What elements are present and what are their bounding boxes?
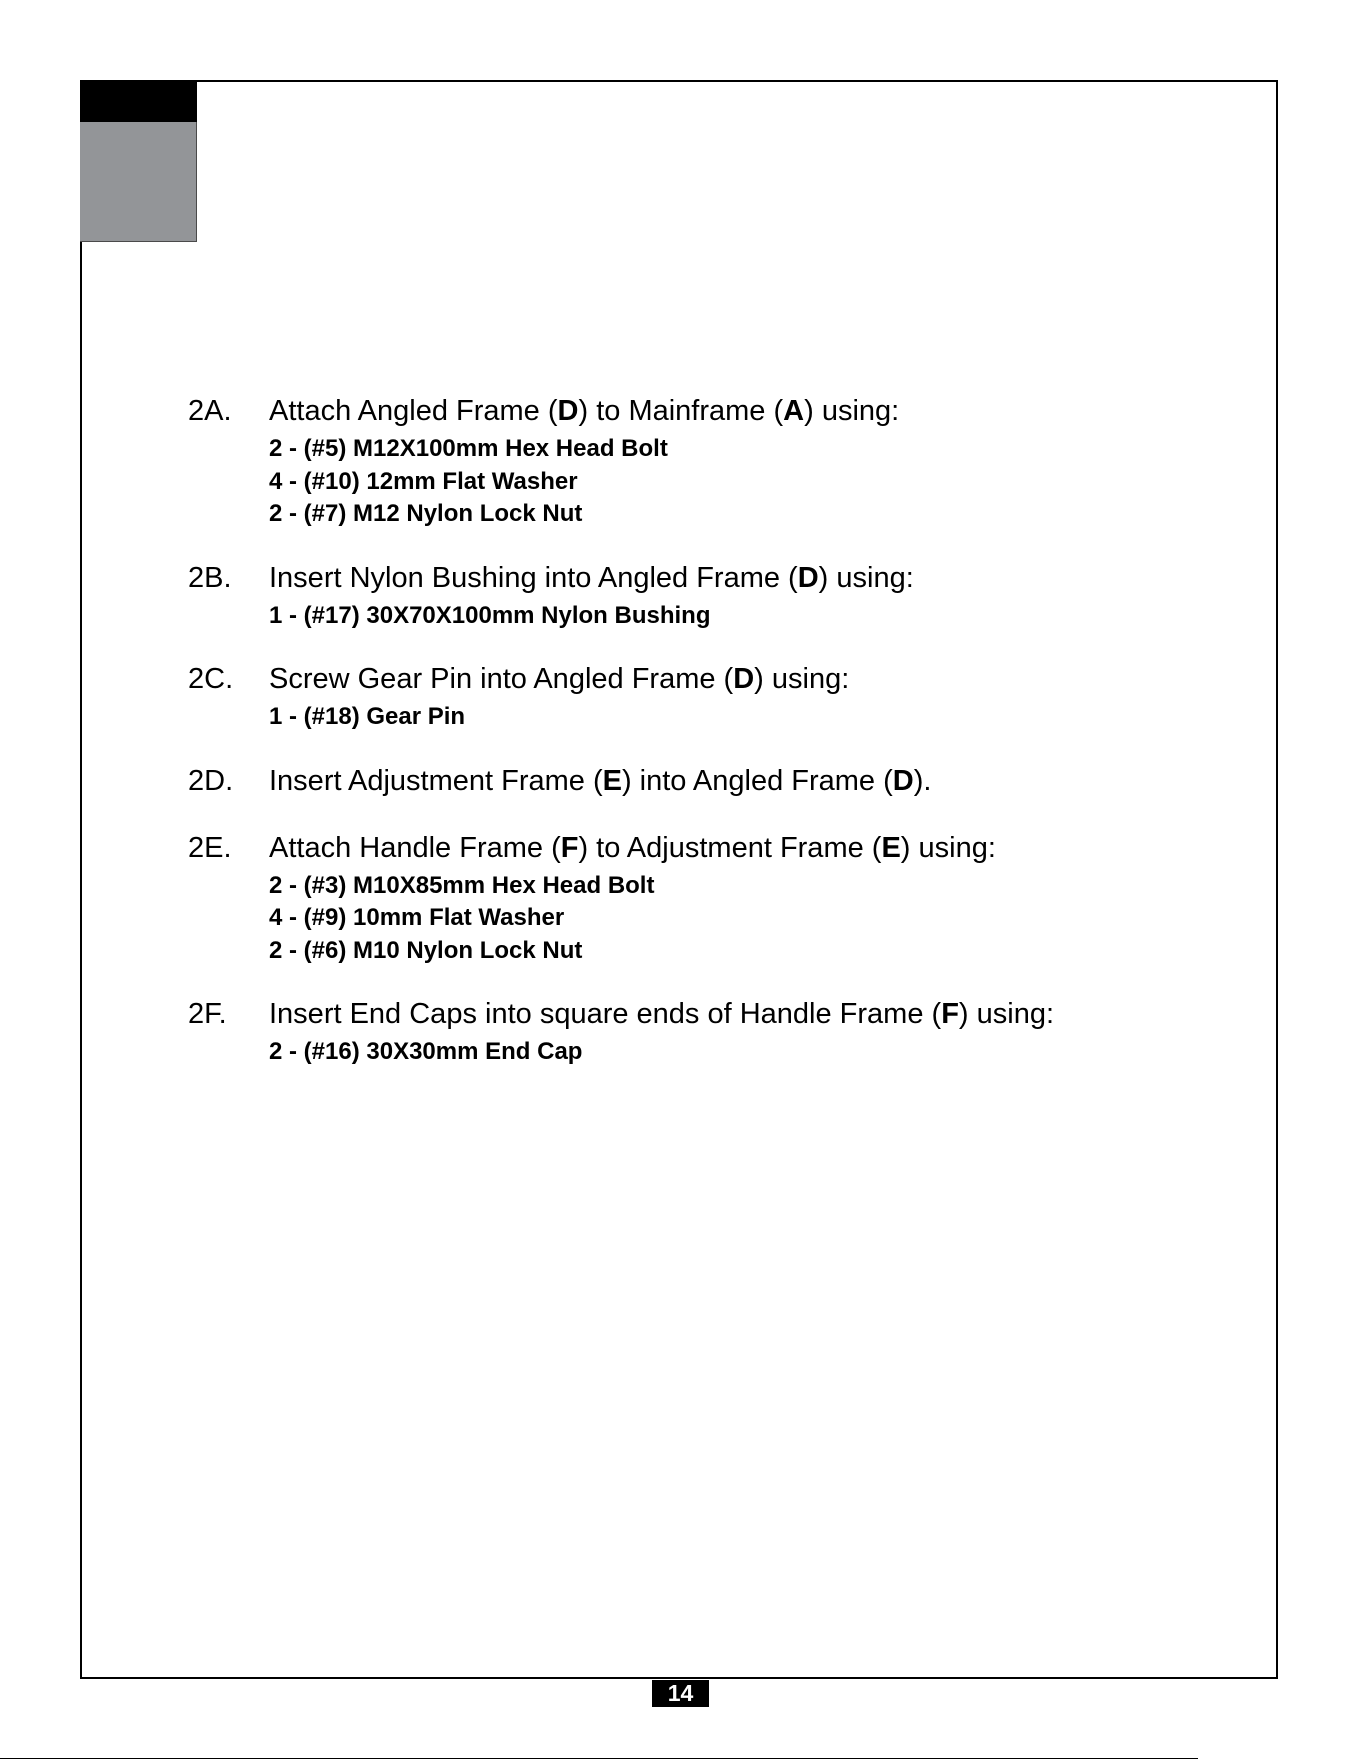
step-text-segment: Insert Nylon Bushing into Angled Frame ( [269,561,798,594]
hardware-list [269,600,1248,633]
step-text-segment: ) to Adjustment Frame ( [578,831,882,864]
assembly-step [188,994,1248,1069]
hardware-list [269,701,1248,734]
step-number: 2A. [188,395,232,427]
step-text-segment: ). [913,764,932,797]
assembly-step [188,828,1248,968]
step-text-segment: Insert Adjustment Frame ( [269,764,603,797]
step-instruction [188,558,1248,598]
step-text-segment: Attach Handle Frame ( [269,831,561,864]
hardware-item: 2 - (#7) M12 Nylon Lock Nut [269,500,583,527]
assembly-step [188,391,1248,531]
page-number: 14 [652,1680,709,1707]
frame-letter: D [733,663,755,695]
step-number: 2E. [188,831,232,864]
hardware-list [269,1036,1248,1069]
frame-letter: E [602,764,622,797]
frame-letter: D [557,395,579,427]
step-text [269,994,1054,1034]
step-text-segment: ) using: [804,395,900,427]
assembly-step [188,558,1248,633]
step-text [269,558,914,598]
step-instruction [188,761,1248,801]
step-number: 2B. [188,561,232,594]
assembly-step [188,659,1248,734]
frame-letter: E [881,831,901,864]
step-text-segment: ) using: [754,663,850,695]
frame-letter: D [892,764,914,797]
hardware-list [269,433,1248,531]
step-text-segment: Attach Angled Frame ( [269,395,558,427]
step-text [269,391,899,431]
step-instruction [188,994,1248,1034]
step-text-segment: ) to Mainframe ( [578,395,784,427]
hardware-item: 2 - (#3) M10X85mm Hex Head Bolt [269,871,655,899]
step-number: 2D. [188,764,234,797]
step-instruction [188,659,1248,699]
frame-letter: F [941,998,959,1030]
step-text [269,761,931,801]
frame-letter: A [783,395,805,427]
assembly-step [188,761,1248,801]
step-text-segment: ) using: [958,998,1055,1030]
step-text-segment: Screw Gear Pin into Angled Frame ( [269,663,734,695]
hardware-item: 1 - (#18) Gear Pin [269,703,466,730]
frame-letter: F [560,831,579,864]
hardware-item: 4 - (#9) 10mm Flat Washer [269,904,565,931]
hardware-item: 2 - (#16) 30X30mm End Cap [269,1038,583,1065]
step-number: 2F. [188,998,227,1030]
hardware-item: 4 - (#10) 12mm Flat Washer [269,467,578,495]
step-text-segment: Insert End Caps into square ends of Handle Frame ( [269,998,942,1030]
step-text-segment: ) using: [900,831,996,864]
section-tab-header [80,80,197,122]
hardware-item: 1 - (#17) 30X70X100mm Nylon Bushing [269,601,711,629]
hardware-item: 2 - (#6) M10 Nylon Lock Nut [269,936,583,964]
step-instruction [188,391,1248,431]
step-text [269,828,996,868]
step-number: 2C. [188,663,234,695]
assembly-steps [188,391,1248,1096]
step-text-segment: ) into Angled Frame ( [621,764,893,797]
hardware-list [269,870,1248,968]
step-text-segment: ) using: [818,561,914,594]
bottom-rule [0,1758,1198,1759]
step-text [269,659,849,699]
hardware-item: 2 - (#5) M12X100mm Hex Head Bolt [269,435,668,462]
frame-letter: D [797,561,819,594]
step-instruction [188,828,1248,868]
section-tab-body [80,122,197,242]
